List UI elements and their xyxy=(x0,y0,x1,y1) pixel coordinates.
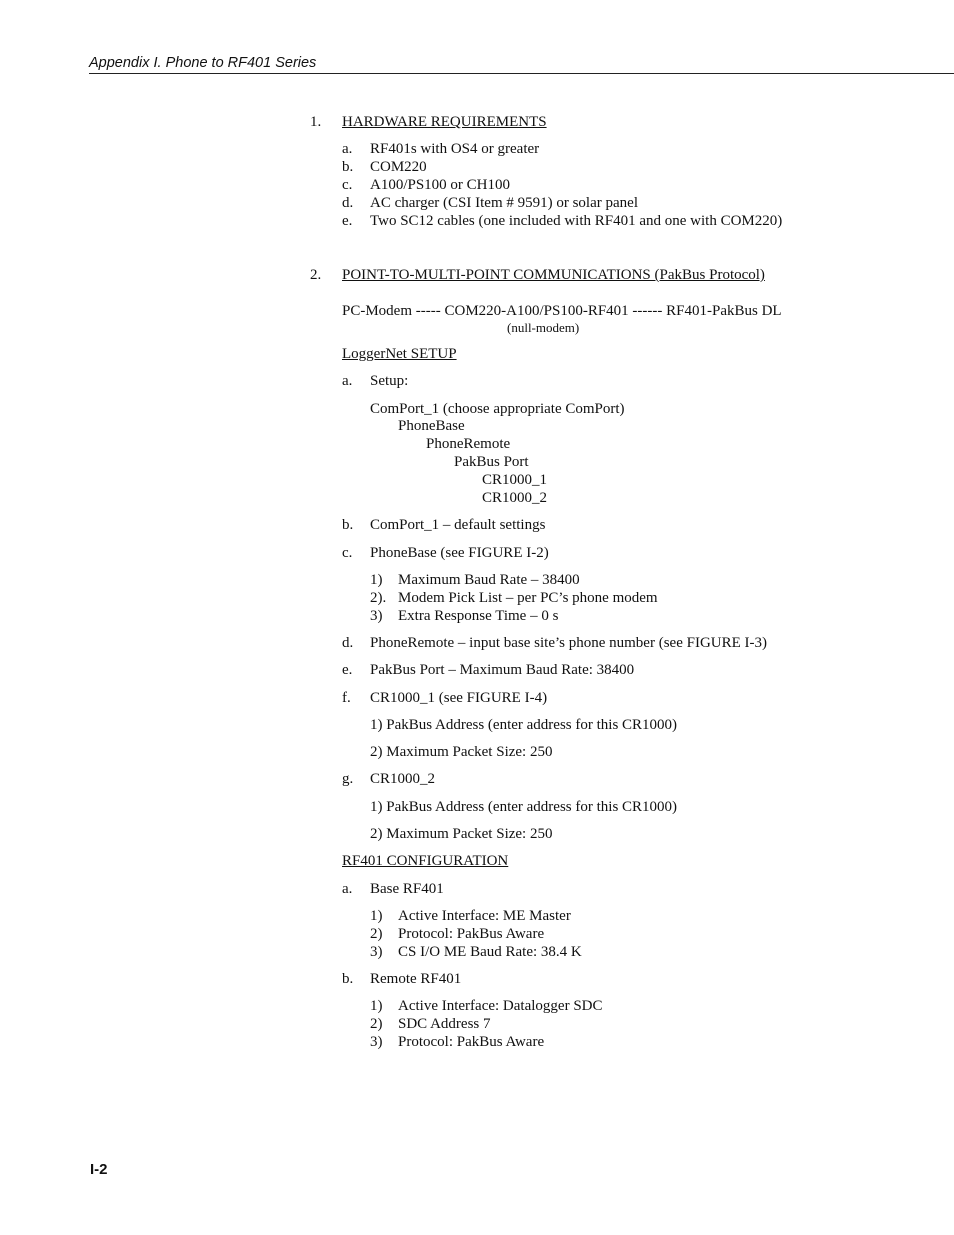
sub-list-marker: 2) xyxy=(370,1016,383,1032)
sub-list-item: 1) PakBus Address (enter address for this CR1000) xyxy=(370,717,678,733)
list-marker: b. xyxy=(342,517,354,533)
sub-list-marker: 1) xyxy=(370,572,383,588)
sub-list-item: Maximum Baud Rate – 38400 xyxy=(398,572,580,588)
list-item: Setup: xyxy=(370,373,409,389)
section-number: 1. xyxy=(310,114,322,130)
tree-node-phoneremote: PhoneRemote xyxy=(426,436,511,452)
sub-list-item: Protocol: PakBus Aware xyxy=(398,1034,545,1050)
sub-list-marker: 2). xyxy=(370,590,387,606)
section-heading: HARDWARE REQUIREMENTS xyxy=(342,114,547,130)
connection-diagram-line: PC-Modem ----- COM220-A100/PS100-RF401 ------ RF401-PakBus DL xyxy=(342,303,782,319)
list-marker: d. xyxy=(342,635,354,651)
list-item: A100/PS100 or CH100 xyxy=(370,177,511,193)
list-item: Remote RF401 xyxy=(370,971,462,987)
list-marker: b. xyxy=(342,159,354,175)
list-item: COM220 xyxy=(370,159,427,175)
connection-diagram-note: (null-modem) xyxy=(507,320,580,335)
section-number: 2. xyxy=(310,267,322,283)
subsection-heading-loggernet: LoggerNet SETUP xyxy=(342,346,457,362)
list-marker: d. xyxy=(342,195,354,211)
sub-list-marker: 3) xyxy=(370,1034,383,1050)
list-item: RF401s with OS4 or greater xyxy=(370,141,540,157)
sub-list-item: 1) PakBus Address (enter address for this CR1000) xyxy=(370,799,678,815)
sub-list-marker: 3) xyxy=(370,944,383,960)
sub-list-item: Protocol: PakBus Aware xyxy=(398,926,545,942)
list-item: PhoneRemote – input base site’s phone number (see FIGURE I-3) xyxy=(370,635,768,651)
tree-node-cr1000-1: CR1000_1 xyxy=(482,472,548,488)
tree-node-phonebase: PhoneBase xyxy=(398,418,465,434)
sub-list-item: CS I/O ME Baud Rate: 38.4 K xyxy=(398,944,582,960)
subsection-heading-rf401: RF401 CONFIGURATION xyxy=(342,853,509,869)
sub-list-marker: 1) xyxy=(370,908,383,924)
sub-list-marker: 2) xyxy=(370,926,383,942)
list-marker: a. xyxy=(342,141,353,157)
sub-list-item: Modem Pick List – per PC’s phone modem xyxy=(398,590,658,606)
list-marker: a. xyxy=(342,373,353,389)
list-item: ComPort_1 – default settings xyxy=(370,517,546,533)
sub-list-marker: 1) xyxy=(370,998,383,1014)
list-item: PakBus Port – Maximum Baud Rate: 38400 xyxy=(370,662,635,678)
list-marker: f. xyxy=(342,690,351,706)
list-marker: e. xyxy=(342,213,353,229)
list-item: CR1000_1 (see FIGURE I-4) xyxy=(370,690,548,706)
tree-node-comport: ComPort_1 (choose appropriate ComPort) xyxy=(370,401,625,417)
sub-list-item: SDC Address 7 xyxy=(398,1016,491,1032)
list-marker: a. xyxy=(342,881,353,897)
list-marker: g. xyxy=(342,771,354,787)
page-number: I-2 xyxy=(90,1161,108,1178)
list-marker: b. xyxy=(342,971,354,987)
tree-node-cr1000-2: CR1000_2 xyxy=(482,490,548,506)
sub-list-marker: 3) xyxy=(370,608,383,624)
list-item: Two SC12 cables (one included with RF401 and one with COM220) xyxy=(370,213,783,229)
page-header: Appendix I. Phone to RF401 Series xyxy=(89,54,954,74)
list-marker: c. xyxy=(342,177,353,193)
section-heading: POINT-TO-MULTI-POINT COMMUNICATIONS (PakBus Protocol) xyxy=(342,267,765,283)
list-item: PhoneBase (see FIGURE I-2) xyxy=(370,545,549,561)
list-marker: c. xyxy=(342,545,353,561)
sub-list-item: Active Interface: ME Master xyxy=(398,908,571,924)
sub-list-item: 2) Maximum Packet Size: 250 xyxy=(370,826,553,842)
list-item: CR1000_2 xyxy=(370,771,436,787)
sub-list-item: 2) Maximum Packet Size: 250 xyxy=(370,744,553,760)
sub-list-item: Active Interface: Datalogger SDC xyxy=(398,998,603,1014)
list-item: Base RF401 xyxy=(370,881,444,897)
list-marker: e. xyxy=(342,662,353,678)
tree-node-pakbus-port: PakBus Port xyxy=(454,454,529,470)
list-item: AC charger (CSI Item # 9591) or solar panel xyxy=(370,195,638,211)
sub-list-item: Extra Response Time – 0 s xyxy=(398,608,559,624)
